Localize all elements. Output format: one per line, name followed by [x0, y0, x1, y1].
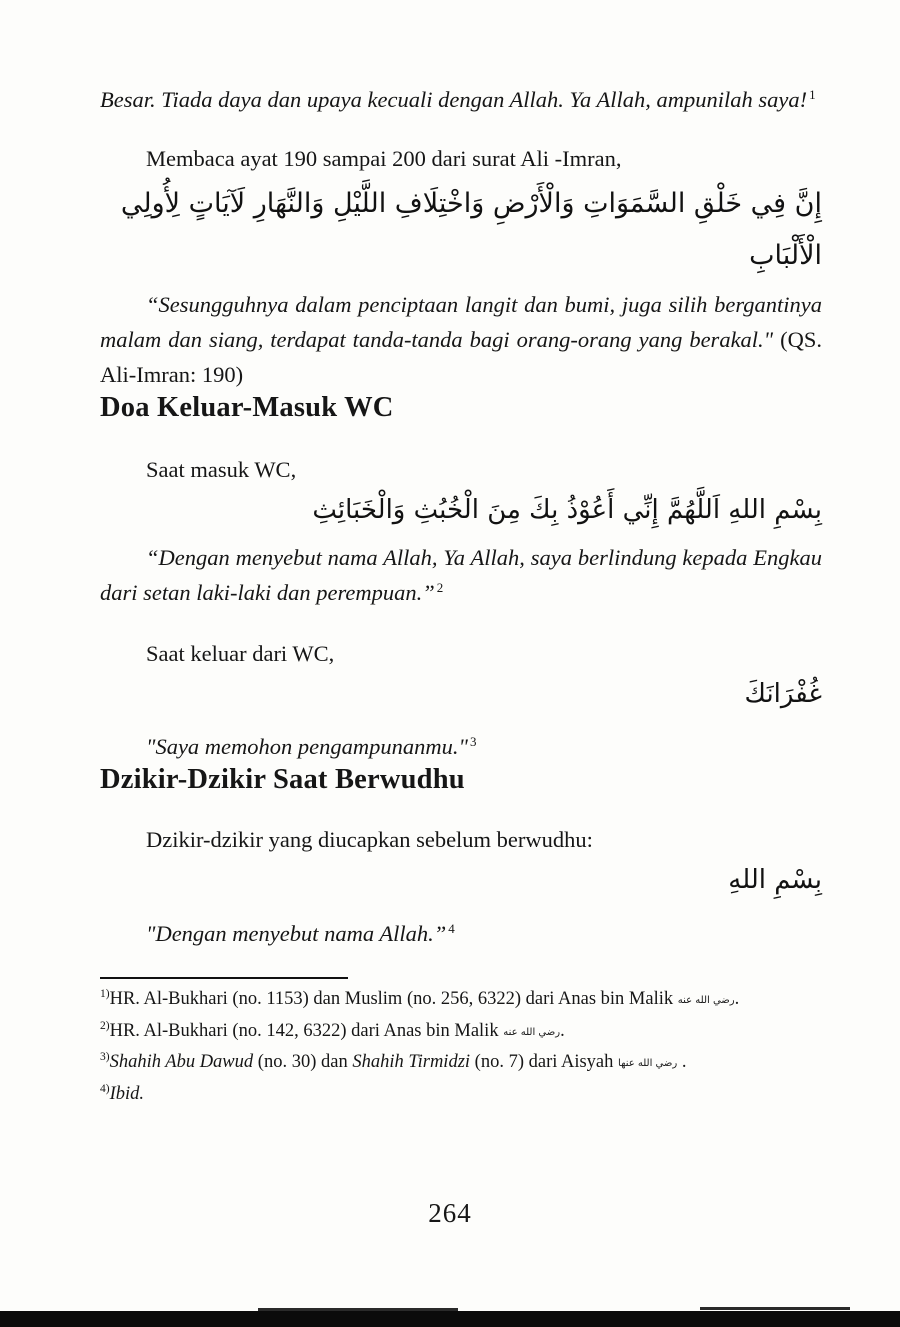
footnote-1	[100, 985, 822, 1017]
enter-wc-label: Saat masuk WC,	[146, 457, 297, 482]
section-heading-wudhu: Dzikir-Dzikir Saat Berwudhu	[100, 764, 465, 795]
footnote-segment: Ibid.	[109, 1083, 145, 1104]
page-number: 264	[428, 1198, 472, 1228]
arabic-verse-ali-imran: إِنَّ فِي خَلْقِ السَّمَوَاتِ وَالْأَرْضِ وَاخْتِلَافِ اللَّيْلِ وَالنَّهَارِ لَآيَاتٍ لِأُولِي الْأَلْبَابِ	[120, 188, 822, 271]
footnote-segment: Shahih Tirmidzi	[352, 1052, 471, 1072]
wudhu-intro-line: Dzikir-dzikir yang diucapkan sebelum berwudhu:	[146, 827, 593, 852]
footnote-segment: HR. Al-Bukhari (no. 1153) dan Muslim (no. 256, 6322) dari Anas bin Malik	[109, 989, 678, 1009]
page-body	[100, 82, 822, 1108]
footnote-divider	[100, 977, 348, 979]
footnote-segment: .	[560, 1020, 565, 1041]
footnote-ref-2: 2	[436, 579, 444, 595]
arabic-dua-exit-wc: غُفْرَانَكَ	[744, 679, 822, 709]
section-heading-wc: Doa Keluar-Masuk WC	[100, 392, 394, 423]
footnote-segment: HR. Al-Bukhari (no. 142, 6322) dari Anas bin Malik	[109, 1020, 504, 1041]
quran-citation: (QS. Ali-Imran: 190)	[100, 327, 822, 387]
continuation-text: Besar. Tiada daya dan upaya kecuali dengan Allah. Ya Allah, ampunilah saya!	[100, 87, 808, 112]
footnote-3	[100, 1048, 822, 1080]
footnote-segment: .	[677, 1052, 687, 1072]
footnote-4	[100, 1080, 822, 1109]
footnote-segment: .	[734, 989, 740, 1009]
footnote-segment: Shahih Abu Dawud	[109, 1052, 254, 1072]
arabic-dua-enter-wc: بِسْمِ اللهِ اَللَّهُمَّ إِنِّي أَعُوْذُ بِكَ مِنَ الْخُبُثِ وَالْخَبَائِثِ	[312, 495, 822, 525]
scan-edge-bar	[0, 1311, 900, 1327]
exit-wc-label: Saat keluar dari WC,	[146, 641, 335, 666]
footnote-marker: 2)	[100, 1019, 110, 1032]
footnote-list	[100, 985, 822, 1108]
honorific-glyph: رضي الله عنها	[618, 1058, 678, 1069]
footnote-marker: 4)	[100, 1082, 110, 1095]
footnote-ref-3: 3	[469, 733, 477, 749]
membaca-line: Membaca ayat 190 sampai 200 dari surat Ali -Imran,	[146, 146, 622, 171]
translation-enter-wc	[100, 540, 822, 610]
translation-bismillah	[100, 916, 822, 951]
arabic-bismillah: بِسْمِ اللهِ	[728, 865, 822, 895]
footnote-marker: 1)	[100, 987, 110, 1000]
footnote-ref-4: 4	[448, 920, 455, 936]
honorific-glyph: رضي الله عنه	[677, 995, 735, 1006]
translation-ali-imran	[100, 287, 822, 392]
translation-exit-wc	[100, 729, 822, 764]
translation-enter-wc-text: “Dengan menyebut nama Allah, Ya Allah, saya berlindung kepada Engkau dari setan laki-laki dan perempuan.”	[100, 545, 822, 605]
translation-ali-imran-text: “Sesungguhnya dalam penciptaan langit dan bumi, juga silih bergantinya malam dan siang, terdapat tanda-tanda bagi orang-orang yang berakal."	[100, 292, 822, 352]
footnote-segment: (no. 7) dari Aisyah	[470, 1052, 619, 1072]
translation-bismillah-text: "Dengan menyebut nama Allah.”	[146, 921, 447, 946]
footnote-segment: (no. 30) dan	[253, 1052, 353, 1072]
footnotes-block	[100, 977, 822, 1108]
footnote-marker: 3)	[100, 1050, 110, 1063]
footnote-ref-1: 1	[809, 86, 816, 102]
footnote-2	[100, 1017, 822, 1049]
honorific-glyph: رضي الله عنه	[503, 1026, 561, 1038]
translation-exit-wc-text: "Saya memohon pengampunanmu."	[146, 734, 468, 759]
scan-artifact	[700, 1307, 850, 1310]
continuation-paragraph	[100, 82, 822, 117]
